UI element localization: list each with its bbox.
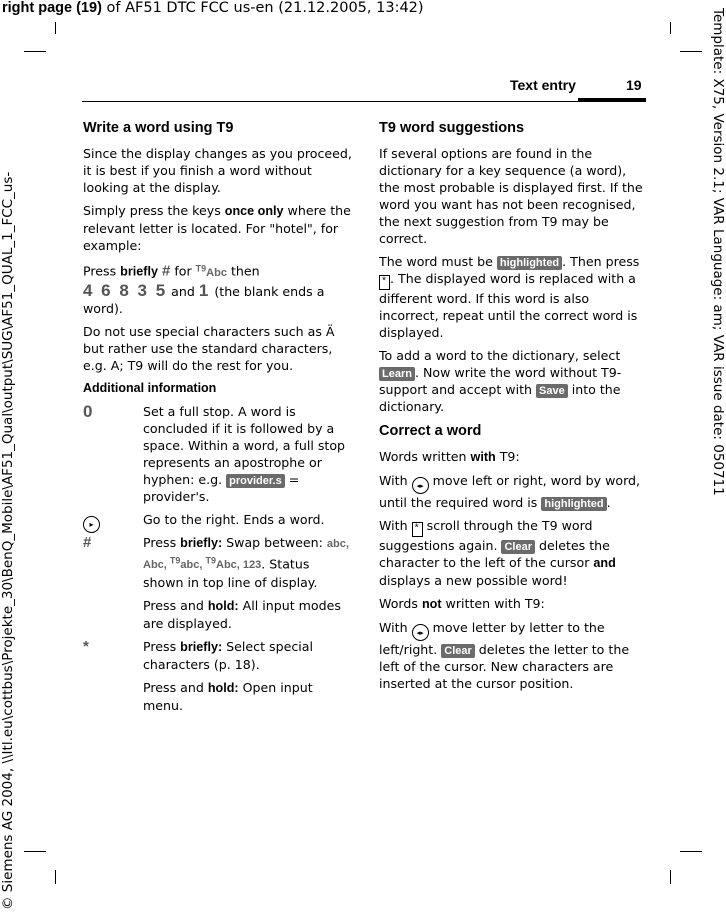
slug-bold: right page (19) <box>2 0 102 16</box>
softkey-label: Save <box>536 384 568 398</box>
digit-keys: 4 6 8 3 5 <box>83 280 168 300</box>
crop-mark <box>55 870 56 884</box>
slug-rest: of AF51 DTC FCC us-en (21.12.2005, 13:42) <box>101 0 424 16</box>
table-row: * Press briefly: Select special characters (p. 18). <box>83 638 313 673</box>
star-keypad-icon: * <box>381 277 389 288</box>
crop-mark <box>24 851 46 852</box>
softkey-label: Clear <box>501 540 535 554</box>
softkey-label: Clear <box>441 644 475 658</box>
side-text-right: Template: X75, Version 2.1; VAR Language: am; VAR issue date: 050711 <box>710 8 726 496</box>
paragraph: Words not written with T9: <box>379 596 545 611</box>
section-heading: T9 word suggestions <box>379 120 525 136</box>
nav-left-right-key-icon <box>412 624 429 641</box>
crop-mark <box>680 851 702 852</box>
star-keypad-icon: * <box>413 524 421 535</box>
one-key: 1 <box>198 280 211 300</box>
star-key-icon: * <box>83 638 89 656</box>
key-table <box>83 403 353 715</box>
t9-mode-indicator: $^{T9}$Abc <box>195 263 227 279</box>
zero-key-icon: 0 <box>83 401 95 421</box>
header-rule <box>82 101 646 102</box>
paragraph: Press briefly # for $^{T9}$Abc then 4 6 8 3 5 and 1 (the blank ends a word). <box>83 262 325 316</box>
table-row: Press and hold: All input modes are displayed. <box>143 598 341 632</box>
section-heading: Write a word using T9 <box>83 120 234 136</box>
page-number: 19 <box>626 77 642 93</box>
paragraph: With * scroll through the T9 word suggestions again. Clear deletes the character to the left of the cursor and displays a new possible word! <box>379 518 616 588</box>
section-heading: Correct a word <box>379 423 482 439</box>
page-slug <box>2 0 424 16</box>
nav-left-right-key-icon <box>412 477 429 494</box>
paragraph: Words written with T9: <box>379 449 520 464</box>
softkey-label: Learn <box>379 367 415 381</box>
crop-mark <box>55 22 56 34</box>
page-title: Text entry <box>510 77 576 93</box>
table-row: ▸ Go to the right. Ends a word. <box>83 511 353 528</box>
crop-mark <box>680 51 702 52</box>
softkey-label: highlighted <box>497 256 562 270</box>
paragraph: With ◂▸ move left or right, word by word, until the required word is highlighted . <box>379 472 649 511</box>
paragraph: Simply press the keys once only where the relevant letter is located. For "hotel", for example: <box>83 203 351 253</box>
left-column <box>83 120 353 720</box>
side-text-left: © Siemens AG 2004, \\Itl.eu\cottbus\Projekte_30\BenQ_Mobile\AF51_Qual\output\SUG\AF51_QUAL_1_FCC_us- <box>0 171 16 910</box>
subheading: Additional information <box>83 380 217 395</box>
hash-key-icon: # <box>161 262 171 280</box>
crop-mark <box>670 870 671 884</box>
nav-right-key-icon <box>83 516 100 533</box>
table-row: 0 Set a full stop. A word is concluded if it is followed by a space. Within a word, a full stop represents an apostrophe or hyphen: e.g. provider.s = provider's. <box>83 401 346 504</box>
right-column <box>379 120 649 698</box>
table-row: # Press briefly: Swap between: abc, Abc, $^{T9}$abc, $^{T9}$Abc, 123. Status shown in top line of display. <box>83 533 349 591</box>
crop-mark <box>670 22 671 34</box>
softkey-label: highlighted <box>541 497 606 511</box>
mode-list: abc, Abc, $^{T9}$abc, $^{T9}$Abc, 123 <box>143 537 349 572</box>
hash-key-icon: # <box>83 533 92 551</box>
crop-mark <box>24 51 46 52</box>
paragraph: If several options are found in the dictionary for a key sequence (a word), the most probable is displayed first. If the word you want has not been recognised, the next suggestion from T9 may be correct. <box>379 146 643 246</box>
paragraph: To add a word to the dictionary, select Learn . Now write the word without T9-support and accept with Save into the dictionary. <box>379 348 622 414</box>
table-row: Press and hold: Open input menu. <box>143 680 313 714</box>
paragraph: The word must be highlighted . Then press * . The displayed word is replaced with a different word. If this word is also incorrect, repeat until the correct word is displayed. <box>379 254 640 340</box>
paragraph: With ◂▸ move letter by letter to the left/right. Clear deletes the letter to the left of the cursor. New characters are inserted at the cursor position. <box>379 619 649 692</box>
paragraph: Do not use special characters such as Ä but rather use the standard characters, e.g. A; T9 will do the rest for you. <box>83 323 335 373</box>
softkey-label: provider.s <box>226 474 285 488</box>
paragraph: Since the display changes as you proceed, it is best if you finish a word without looking at the display. <box>83 146 352 195</box>
